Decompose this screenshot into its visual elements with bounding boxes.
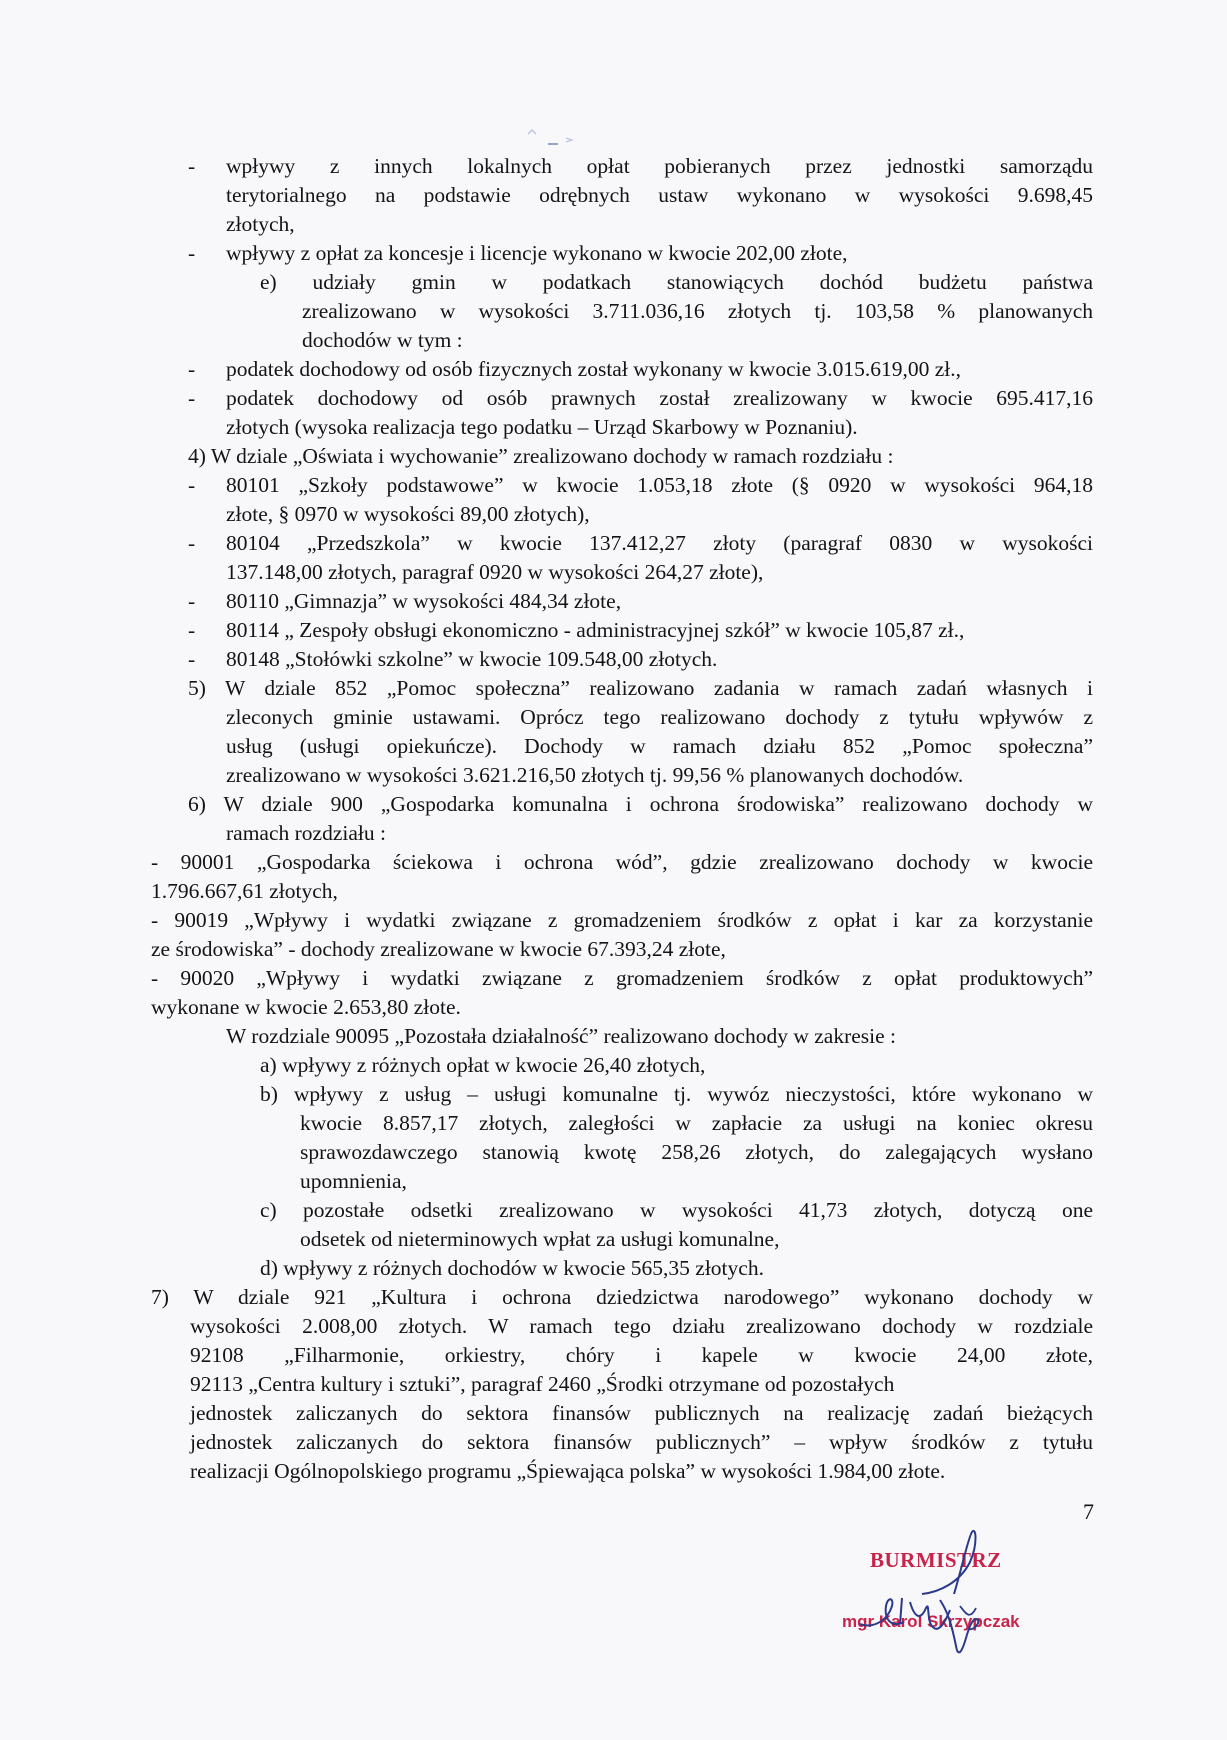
text-line: kwocie 8.857,17 złotych, zaległości w zapłacie za usługi na koniec okresu [300, 1111, 1093, 1135]
text-line: c) pozostałe odsetki zrealizowano w wysokości 41,73 złotych, dotyczą one [260, 1198, 1093, 1222]
text-line: złote, § 0970 w wysokości 89,00 złotych), [226, 502, 590, 526]
text-line: 80104 „Przedszkola” w kwocie 137.412,27 złoty (paragraf 0830 w wysokości [226, 531, 1093, 555]
text-line: sprawozdawczego stanowią kwotę 258,26 złotych, do zalegających wysłano [300, 1140, 1093, 1164]
list-dash: - [188, 647, 196, 671]
text-line: 80110 „Gimnazja” w wysokości 484,34 złote, [226, 589, 622, 613]
text-line: ze środowiska” - dochody zrealizowane w kwocie 67.393,24 złote, [151, 937, 726, 961]
text-line: 137.148,00 złotych, paragraf 0920 w wysokości 264,27 złote), [226, 560, 764, 584]
text-line: jednostek zaliczanych do sektora finansów publicznych” – wpływ środków z tytułu [190, 1430, 1093, 1454]
list-dash: - [188, 357, 196, 381]
list-dash: - [188, 531, 196, 555]
text-line: - 90019 „Wpływy i wydatki związane z gromadzeniem środków z opłat i kar za korzystanie [151, 908, 1093, 932]
text-line: 80114 „ Zespoły obsługi ekonomiczno - administracyjnej szkół” w kwocie 105,87 zł., [226, 618, 965, 642]
text-line: podatek dochodowy od osób prawnych został zrealizowany w kwocie 695.417,16 [226, 386, 1093, 410]
text-line: odsetek od nieterminowych wpłat za usługi komunalne, [300, 1227, 780, 1251]
text-line: 7) W dziale 921 „Kultura i ochrona dziedzictwa narodowego” wykonano dochody w [151, 1285, 1093, 1309]
text-line: 92108 „Filharmonie, orkiestry, chóry i kapele w kwocie 24,00 złote, [190, 1343, 1093, 1367]
text-line: upomnienia, [300, 1169, 407, 1193]
text-line: ramach rozdziału : [226, 821, 386, 845]
list-dash: - [188, 154, 196, 178]
scan-artifact [528, 128, 588, 148]
text-line: jednostek zaliczanych do sektora finansów publicznych na realizację zadań bieżących [190, 1401, 1093, 1425]
text-line: W rozdziale 90095 „Pozostała działalność” realizowano dochody w zakresie : [226, 1024, 897, 1048]
text-line: 4) W dziale „Oświata i wychowanie” zrealizowano dochody w ramach rozdziału : [188, 444, 894, 468]
text-line: a) wpływy z różnych opłat w kwocie 26,40 złotych, [260, 1053, 706, 1077]
text-line: 80101 „Szkoły podstawowe” w kwocie 1.053,18 złote (§ 0920 w wysokości 964,18 [226, 473, 1093, 497]
text-line: realizacji Ogólnopolskiego programu „Śpiewająca polska” w wysokości 1.984,00 złote. [190, 1459, 946, 1483]
text-line: b) wpływy z usług – usługi komunalne tj. wywóz nieczystości, które wykonano w [260, 1082, 1093, 1106]
text-line: d) wpływy z różnych dochodów w kwocie 565,35 złotych. [260, 1256, 764, 1280]
mayor-stamp [830, 1528, 1050, 1668]
list-dash: - [188, 589, 196, 613]
text-line: wysokości 2.008,00 złotych. W ramach tego działu zrealizowano dochody w rozdziale [190, 1314, 1093, 1338]
text-line: 92113 „Centra kultury i sztuki”, paragraf 2460 „Środki otrzymane od pozostałych [190, 1372, 895, 1396]
text-line: - 90020 „Wpływy i wydatki związane z gromadzeniem środków z opłat produktowych” [151, 966, 1093, 990]
text-line: zrealizowano w wysokości 3.711.036,16 złotych tj. 103,58 % planowanych [302, 299, 1093, 323]
text-line: wpływy z innych lokalnych opłat pobieranych przez jednostki samorządu [226, 154, 1093, 178]
text-line: wpływy z opłat za koncesje i licencje wykonano w kwocie 202,00 złote, [226, 241, 848, 265]
list-dash: - [188, 473, 196, 497]
stamp-name: mgr Karol Skrzypczak [842, 1612, 1020, 1631]
list-dash: - [188, 241, 196, 265]
text-line: złotych (wysoka realizacja tego podatku – Urząd Skarbowy w Poznaniu). [226, 415, 858, 439]
text-line: - 90001 „Gospodarka ściekowa i ochrona wód”, gdzie zrealizowano dochody w kwocie [151, 850, 1093, 874]
text-line: e) udziały gmin w podatkach stanowiących dochód budżetu państwa [260, 270, 1093, 294]
list-dash: - [188, 386, 196, 410]
text-line: usług (usługi opiekuńcze). Dochody w ramach działu 852 „Pomoc społeczna” [226, 734, 1093, 758]
text-line: terytorialnego na podstawie odrębnych ustaw wykonano w wysokości 9.698,45 [226, 183, 1093, 207]
page-number: 7 [1083, 1499, 1094, 1524]
handwritten-signature [830, 1528, 1050, 1668]
text-line: 1.796.667,61 złotych, [151, 879, 338, 903]
text-line: 80148 „Stołówki szkolne” w kwocie 109.548,00 złotych. [226, 647, 718, 671]
stamp-title: BURMISTRZ [870, 1548, 1002, 1572]
text-line: dochodów w tym : [302, 328, 463, 352]
text-line: zleconych gminie ustawami. Oprócz tego realizowano dochody z tytułu wpływów z [226, 705, 1093, 729]
text-line: 6) W dziale 900 „Gospodarka komunalna i ochrona środowiska” realizowano dochody w [188, 792, 1093, 816]
text-line: złotych, [226, 212, 295, 236]
text-line: zrealizowano w wysokości 3.621.216,50 złotych tj. 99,56 % planowanych dochodów. [226, 763, 964, 787]
text-line: podatek dochodowy od osób fizycznych został wykonany w kwocie 3.015.619,00 zł., [226, 357, 962, 381]
text-line: 5) W dziale 852 „Pomoc społeczna” realizowano zadania w ramach zadań własnych i [188, 676, 1093, 700]
list-dash: - [188, 618, 196, 642]
text-line: wykonane w kwocie 2.653,80 złote. [151, 995, 461, 1019]
